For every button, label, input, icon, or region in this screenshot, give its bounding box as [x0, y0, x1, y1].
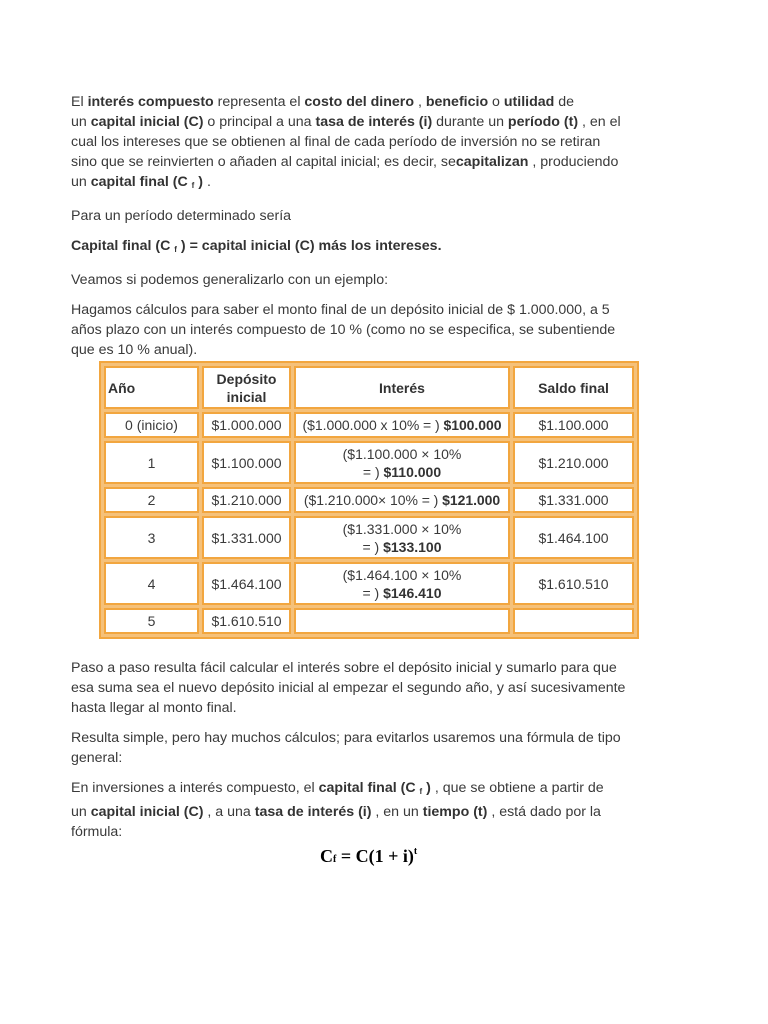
cell-interest	[294, 562, 510, 605]
document-body-lower	[71, 658, 671, 842]
text: fórmula:	[71, 824, 123, 840]
text: ,	[414, 94, 426, 110]
paragraph-paso-a-paso	[71, 658, 671, 718]
term-capital-final	[319, 780, 431, 796]
cell-balance: $1.464.100	[513, 516, 634, 559]
text: un	[71, 174, 91, 190]
cell-balance: $1.610.510	[513, 562, 634, 605]
table-row	[104, 608, 634, 634]
text: Hagamos cálculos para saber el monto final de un depósito inicial de $ 1.000.000, a 5	[71, 302, 610, 318]
cell-year: 2	[104, 487, 199, 513]
cell-deposit: $1.000.000	[202, 412, 291, 438]
cell-balance: $1.100.000	[513, 412, 634, 438]
text: un	[71, 114, 91, 130]
cell-balance	[513, 608, 634, 634]
cell-deposit: $1.464.100	[202, 562, 291, 605]
cell-deposit: $1.331.000	[202, 516, 291, 559]
paragraph-formula-general	[71, 728, 671, 768]
cell-year: 1	[104, 441, 199, 484]
text: )	[426, 780, 431, 796]
text: que es 10 % anual).	[71, 342, 198, 358]
text: = )	[362, 463, 384, 480]
text: representa el	[213, 94, 305, 110]
subscript: f	[191, 181, 195, 190]
text: durante un	[432, 114, 508, 130]
cell-interest	[294, 516, 510, 559]
interest-amount: $121.000	[442, 492, 501, 508]
text: o principal a una	[203, 114, 316, 130]
text: , a una	[203, 804, 255, 820]
text: = )	[362, 584, 384, 601]
text: general:	[71, 750, 123, 766]
text: hasta llegar al monto final.	[71, 700, 237, 716]
text: un	[71, 804, 91, 820]
text: Capital final (C	[71, 238, 171, 254]
formula-subscript: f	[333, 854, 337, 865]
text: Resulta simple, pero hay muchos cálculos; para evitarlos usaremos una fórmula de tipo	[71, 730, 621, 746]
text: ($1.000.000 x 10% = )	[302, 417, 444, 433]
cell-balance: $1.331.000	[513, 487, 634, 513]
term-utilidad: utilidad	[503, 94, 555, 110]
text: ($1.100.000 × 10%	[342, 445, 462, 462]
cell-deposit: $1.210.000	[202, 487, 291, 513]
text: cual los intereses que se obtienen al final de cada período de inversión no se retiran	[71, 134, 601, 150]
cell-year: 0 (inicio)	[104, 412, 199, 438]
text: El	[71, 94, 88, 110]
subscript: f	[419, 787, 423, 796]
cell-interest	[294, 412, 510, 438]
text: , en el	[578, 114, 621, 130]
intro-paragraph	[71, 92, 671, 196]
text: capital final (C	[90, 174, 188, 190]
text: esa suma sea el nuevo depósito inicial al empezar el segundo año, y así sucesivamente	[71, 680, 626, 696]
table-header-row	[104, 366, 634, 409]
header-ano: Año	[104, 366, 199, 409]
term-tiempo: tiempo (t)	[422, 804, 488, 820]
text: = )	[362, 538, 384, 555]
text: ($1.210.000× 10% = )	[303, 492, 443, 508]
term-costo-dinero: costo del dinero	[304, 94, 414, 110]
text: ) = capital inicial (C) más los intereses.	[180, 238, 442, 254]
paragraph-inversiones	[71, 778, 671, 842]
document-body	[71, 92, 671, 360]
term-interes-compuesto: interés compuesto	[87, 94, 214, 110]
paragraph-calculos	[71, 300, 671, 360]
formula-body: = C(1 + i)	[336, 846, 414, 866]
text: .	[203, 174, 211, 190]
interest-amount: $110.000	[383, 463, 442, 480]
term-capital-inicial: capital inicial (C)	[90, 114, 204, 130]
table-row	[104, 562, 634, 605]
text: En inversiones a interés compuesto, el	[71, 780, 319, 796]
cell-interest	[294, 487, 510, 513]
cell-interest	[294, 608, 510, 634]
term-tasa-interes: tasa de interés (i)	[315, 114, 433, 130]
table-row	[104, 441, 634, 484]
term-periodo: período (t)	[507, 114, 579, 130]
text: de	[554, 94, 575, 110]
text: Depósito	[216, 370, 277, 387]
table-row	[104, 412, 634, 438]
text: capital final (C	[318, 780, 416, 796]
text: años plazo con un interés compuesto de 10 % (como no se especifica, se subentiende	[71, 322, 616, 338]
text: sino que se reinvierten o añaden al capital inicial; es decir, se	[71, 154, 456, 170]
paragraph-periodo: Para un período determinado sería	[71, 208, 292, 224]
header-saldo: Saldo final	[513, 366, 634, 409]
term-capital-inicial: capital inicial (C)	[90, 804, 204, 820]
text: o	[488, 94, 504, 110]
text: ($1.331.000 × 10%	[342, 520, 462, 537]
header-deposito	[202, 366, 291, 409]
text: ($1.464.100 × 10%	[342, 566, 462, 583]
cell-deposit: $1.100.000	[202, 441, 291, 484]
term-capitalizan: capitalizan	[455, 154, 529, 170]
formula-exponent: t	[413, 846, 418, 857]
paragraph-ejemplo: Veamos si podemos generalizarlo con un ejemplo:	[71, 272, 389, 288]
cell-balance: $1.210.000	[513, 441, 634, 484]
cell-year: 3	[104, 516, 199, 559]
term-capital-final	[91, 174, 203, 190]
subscript: f	[174, 245, 177, 254]
term-tasa-interes: tasa de interés (i)	[254, 804, 372, 820]
interest-amount: $146.410	[383, 584, 442, 601]
cell-year: 4	[104, 562, 199, 605]
cell-deposit: $1.610.510	[202, 608, 291, 634]
cell-year: 5	[104, 608, 199, 634]
text: , produciendo	[528, 154, 619, 170]
compound-interest-formula	[320, 846, 417, 867]
interest-amount: $100.000	[443, 417, 502, 433]
header-interes: Interés	[294, 366, 510, 409]
text: Paso a paso resulta fácil calcular el interés sobre el depósito inicial y sumarlo para que	[71, 660, 617, 676]
text: , está dado por la	[487, 804, 601, 820]
term-beneficio: beneficio	[425, 94, 489, 110]
text: inicial	[226, 388, 267, 405]
formula-c: C	[320, 846, 333, 866]
paragraph-definition	[71, 236, 671, 260]
text: , que se obtiene a partir de	[430, 780, 604, 796]
interest-table	[99, 361, 639, 639]
table-row	[104, 516, 634, 559]
table-row	[104, 487, 634, 513]
text: , en un	[371, 804, 423, 820]
text: )	[198, 174, 204, 190]
interest-amount: $133.100	[383, 538, 442, 555]
cell-interest	[294, 441, 510, 484]
